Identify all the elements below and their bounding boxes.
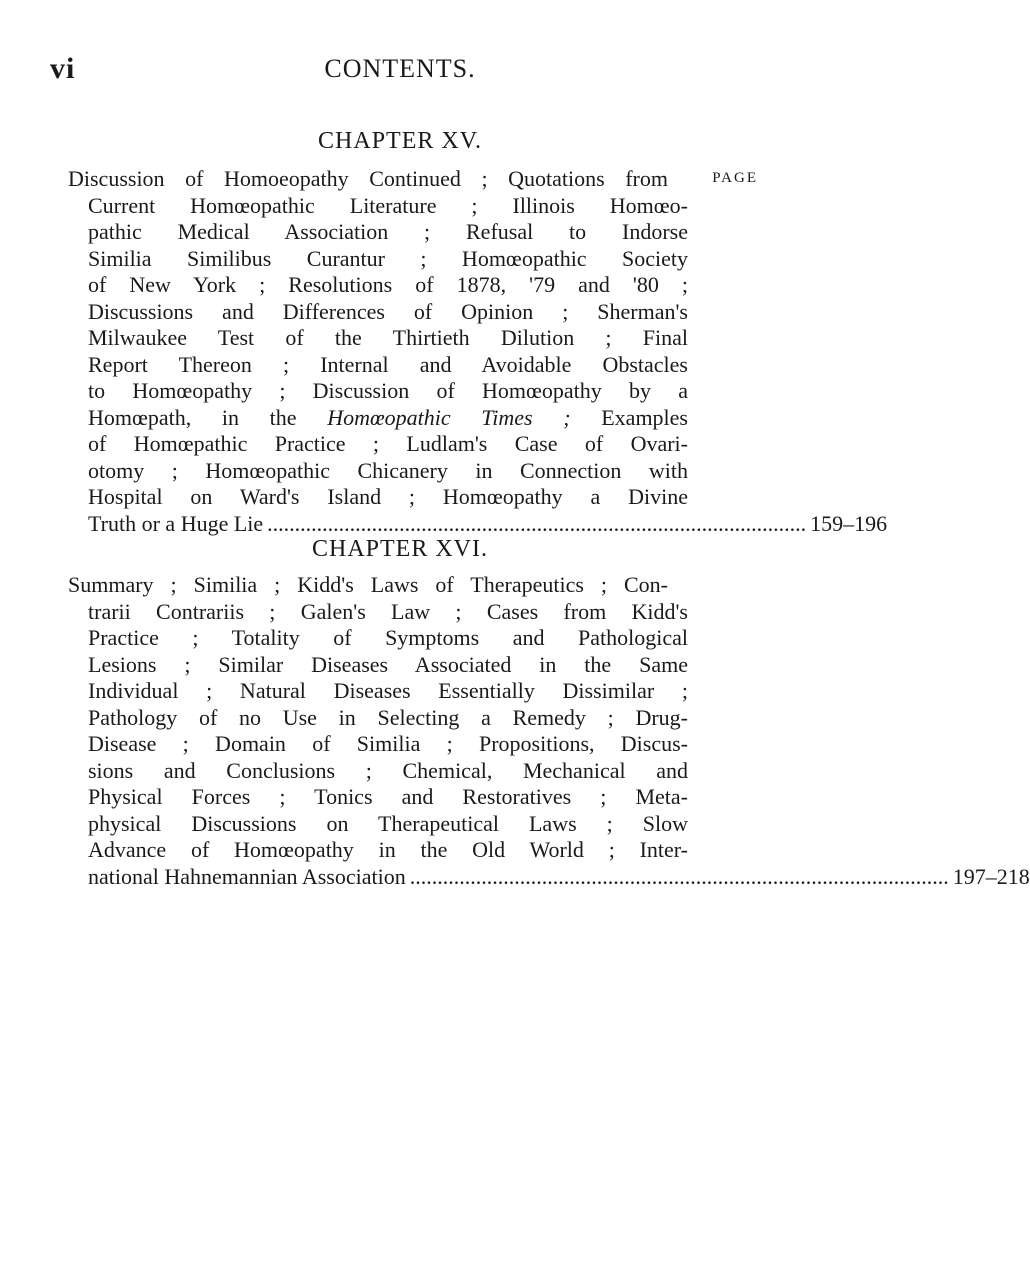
entry-text: Truth or a Huge Lie bbox=[88, 510, 264, 536]
entry-line: to Homœopathy ; Discussion of Homœopathy by a bbox=[88, 378, 688, 403]
chapter-heading-xvi: CHAPTER XVI. bbox=[311, 536, 488, 562]
entry-line: Advance of Homœopathy in the Old World ; Inter- bbox=[88, 837, 688, 862]
entry-text: Examples bbox=[601, 404, 688, 430]
entry-line: of Homœpathic Practice ; Ludlam's Case of Ovari- bbox=[88, 431, 688, 456]
entry-line: pathic Medical Association ; Refusal to Indorse bbox=[88, 219, 688, 244]
entry-line: Disease ; Domain of Similia ; Propositions, Discus- bbox=[88, 731, 688, 756]
entry-last-line bbox=[88, 863, 1030, 891]
page-column-label: PAGE bbox=[712, 170, 758, 186]
entry-line: of New York ; Resolutions of 1878, '79 and '80 ; bbox=[88, 272, 688, 297]
page-number: vi bbox=[50, 52, 76, 85]
dot-leader: .................................................................................................. bbox=[267, 510, 807, 536]
entry-text: national Hahnemannian Association bbox=[88, 863, 406, 889]
entry-line: Current Homœopathic Literature ; Illinois Homœo- bbox=[88, 192, 688, 218]
entry-line: Individual ; Natural Diseases Essentially Dissimilar ; bbox=[88, 678, 688, 703]
chapter-xvi-entry bbox=[68, 572, 1030, 890]
chapter-heading-xv: CHAPTER XV. bbox=[318, 128, 482, 154]
dot-leader: .................................................................................................. bbox=[409, 863, 949, 889]
entry-line: Milwaukee Test of the Thirtieth Dilution ; Final bbox=[88, 325, 688, 350]
entry-line: Report Thereon ; Internal and Avoidable Obstacles bbox=[88, 351, 688, 377]
running-head bbox=[0, 52, 800, 92]
journal-title: Homœopathic Times ; bbox=[327, 404, 571, 430]
entry-line: sions and Conclusions ; Chemical, Mechanical and bbox=[88, 757, 688, 783]
entry-line: Discussion of Homoeopathy Continued ; Quotations from bbox=[68, 166, 668, 191]
entry-last-line bbox=[88, 510, 888, 538]
entry-line: Physical Forces ; Tonics and Restoratives ; Meta- bbox=[88, 784, 688, 809]
entry-line: Practice ; Totality of Symptoms and Pathological bbox=[88, 625, 688, 650]
entry-line: Pathology of no Use in Selecting a Remedy ; Drug- bbox=[88, 704, 688, 730]
entry-line: otomy ; Homœopathic Chicanery in Connection with bbox=[88, 457, 688, 483]
entry-line-italic-title bbox=[88, 405, 688, 432]
running-title: CONTENTS. bbox=[324, 54, 476, 83]
page-range: 159–196 bbox=[810, 510, 888, 536]
entry-line: Hospital on Ward's Island ; Homœopathy a Divine bbox=[88, 484, 688, 509]
entry-text: Homœpath, in the bbox=[88, 404, 297, 430]
entry-line: Lesions ; Similar Diseases Associated in the Same bbox=[88, 651, 688, 677]
entry-line: Similia Similibus Curantur ; Homœopathic Society bbox=[88, 245, 688, 271]
chapter-xv-entry bbox=[68, 166, 888, 537]
entry-line: Discussions and Differences of Opinion ; Sherman's bbox=[88, 298, 688, 324]
entry-line: trarii Contrariis ; Galen's Law ; Cases from Kidd's bbox=[88, 598, 688, 624]
page-range: 197–218 bbox=[952, 863, 1030, 889]
entry-line: Summary ; Similia ; Kidd's Laws of Therapeutics ; Con- bbox=[68, 572, 668, 597]
entry-line: physical Discussions on Therapeutical Laws ; Slow bbox=[88, 810, 688, 836]
